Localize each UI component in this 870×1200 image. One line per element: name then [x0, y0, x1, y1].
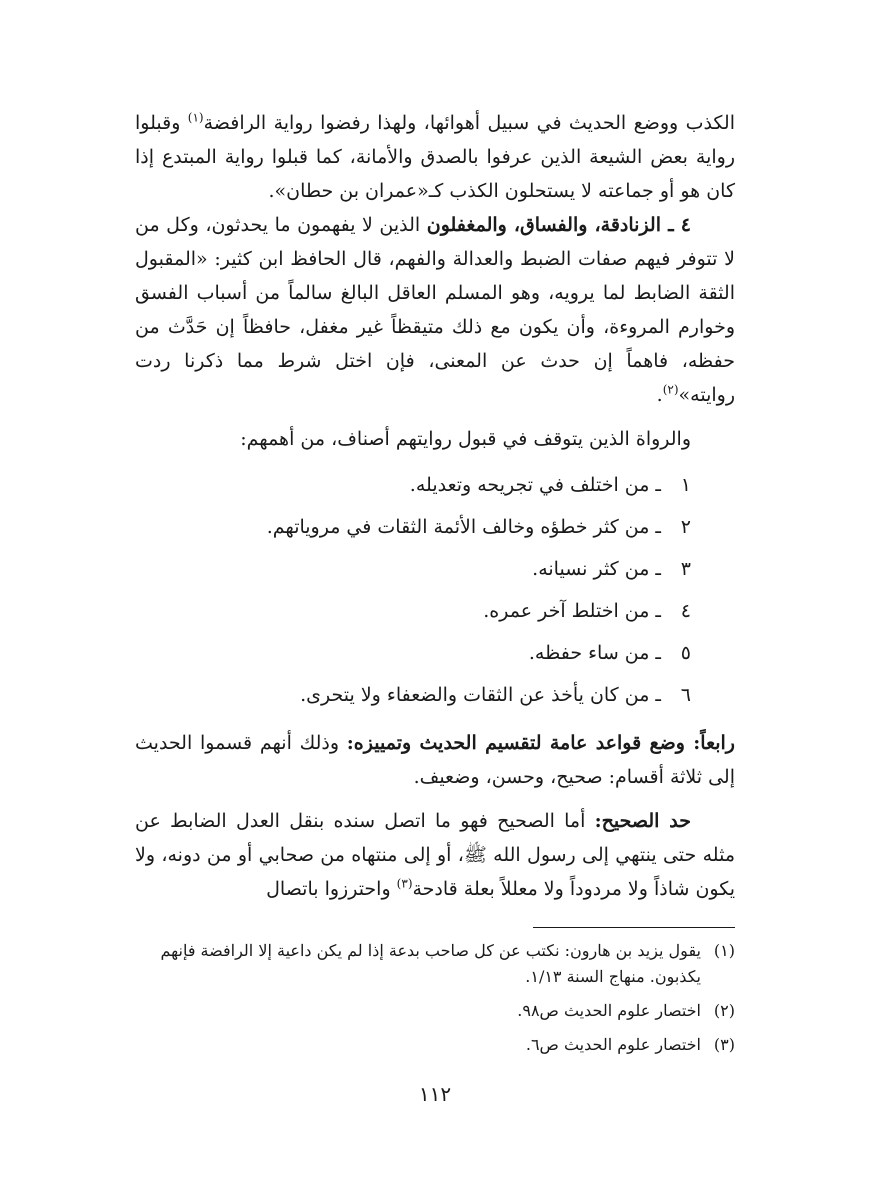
list-separator: ـ: [655, 684, 661, 706]
footnote: [135, 998, 735, 1024]
footnote-ref-1: (١): [187, 110, 204, 125]
footnote-text: اختصار علوم الحديث ص٩٨.: [517, 1001, 701, 1020]
footnote-ref-2: (٢): [662, 382, 679, 397]
list-item: [135, 674, 735, 716]
paragraph-narrators-intro: والرواة الذين يتوقف في قبول روايتهم أصناف، من أهمهم:: [240, 428, 691, 450]
section-heading: رابعاً: وضع قواعد عامة لتقسيم الحديث وتمييزه:: [346, 732, 735, 754]
list-separator: ـ: [655, 516, 661, 538]
list-number: ٢: [680, 516, 691, 538]
footnote-number: (١): [713, 941, 735, 960]
list-item-text: من اختلف في تجريحه وتعديله.: [409, 474, 650, 496]
footnote-number: (٢): [713, 1001, 735, 1020]
list-number: ٦: [680, 684, 691, 706]
section-heading: حد الصحيح:: [594, 810, 692, 832]
list-item-text: من ساء حفظه.: [528, 642, 650, 664]
paragraph-rafida: [135, 106, 735, 208]
list-item: [135, 506, 735, 548]
paragraph-text: واحترزوا باتصال: [266, 878, 397, 900]
footnote-number: (٣): [713, 1035, 735, 1054]
list-separator: ـ: [655, 474, 661, 496]
page-body: [135, 106, 735, 906]
list-number: ٣: [680, 558, 691, 580]
list-number: ٤: [680, 600, 691, 622]
page-number: ١١٢: [418, 1082, 452, 1106]
list-item-text: من اختلط آخر عمره.: [483, 600, 650, 622]
footnote: [135, 1032, 735, 1058]
list-item-text: من كثر خطؤه وخالف الأئمة الثقات في مروياتهم.: [266, 516, 650, 538]
paragraph-text: وقبلوا رواية بعض الشيعة الذين عرفوا بالصدق والأمانة، كما قبلوا رواية المبتدع إذا كان هو أو جماعته لا يستحلون الكذب كـ«عمران بن حطان».: [135, 112, 735, 202]
list-item: [135, 590, 735, 632]
paragraph-text: أما الصحيح فهو ما اتصل سنده بنقل العدل الضابط عن مثله حتى ينتهي إلى رسول الله ﷺ، أو إلى منتهاه من صحابي أو من دونه، ولا يكون شاذاً ولا مردوداً ولا معللاً بعلة قادحة: [135, 810, 735, 900]
footnotes: [135, 938, 735, 1066]
paragraph-text: الكذب ووضع الحديث في سبيل أهوائها، ولهذا رفضوا رواية الرافضة: [203, 112, 735, 134]
paragraph-sahih-definition: [135, 804, 735, 906]
footnote-divider: [533, 927, 735, 928]
footnote-text: اختصار علوم الحديث ص٦.: [525, 1035, 701, 1054]
paragraph-classification: [135, 726, 735, 794]
footnote: [135, 938, 735, 990]
list-item: [135, 548, 735, 590]
list-item: [135, 464, 735, 506]
list-separator: ـ: [655, 558, 661, 580]
list-item-text: من كثر نسيانه.: [532, 558, 650, 580]
narrators-list: [135, 464, 735, 716]
section-heading: ٤ ـ الزنادقة، والفساق، والمغفلون: [426, 214, 692, 236]
paragraph-text: الذين لا يفهمون ما يحدثون، وكل من لا تتوفر فيهم صفات الضبط والعدالة والفهم، قال الحافظ ابن كثير: «المقبول الثقة الضابط لما يرويه، وهو المسلم العاقل البالغ سالماً من أسباب الفسق وخوارم المروءة، وأن يكون مع ذلك متيقظاً غير مغفل، حافظاً إن حَدَّث من حفظه، فاهماً إن حدث عن المعنى، فإن اختل شرط مما ذكرنا ردت روايته»: [135, 214, 735, 406]
paragraph-text: .: [656, 384, 663, 406]
paragraph-zanadiqa: [135, 208, 735, 412]
footnote-ref-3: (٣): [396, 876, 413, 891]
footnote-text: يقول يزيد بن هارون: نكتب عن كل صاحب بدعة إذا لم يكن داعية إلا الرافضة فإنهم يكذبون. منهاج السنة ١/١٣.: [160, 941, 701, 986]
list-separator: ـ: [655, 642, 661, 664]
list-number: ١: [680, 474, 691, 496]
list-separator: ـ: [655, 600, 661, 622]
paragraph-text: وذلك أنهم قسموا الحديث إلى ثلاثة أقسام: صحيح، وحسن، وضعيف.: [135, 732, 735, 788]
list-item-text: من كان يأخذ عن الثقات والضعفاء ولا يتحرى.: [300, 684, 650, 706]
list-item: [135, 632, 735, 674]
list-number: ٥: [680, 642, 691, 664]
